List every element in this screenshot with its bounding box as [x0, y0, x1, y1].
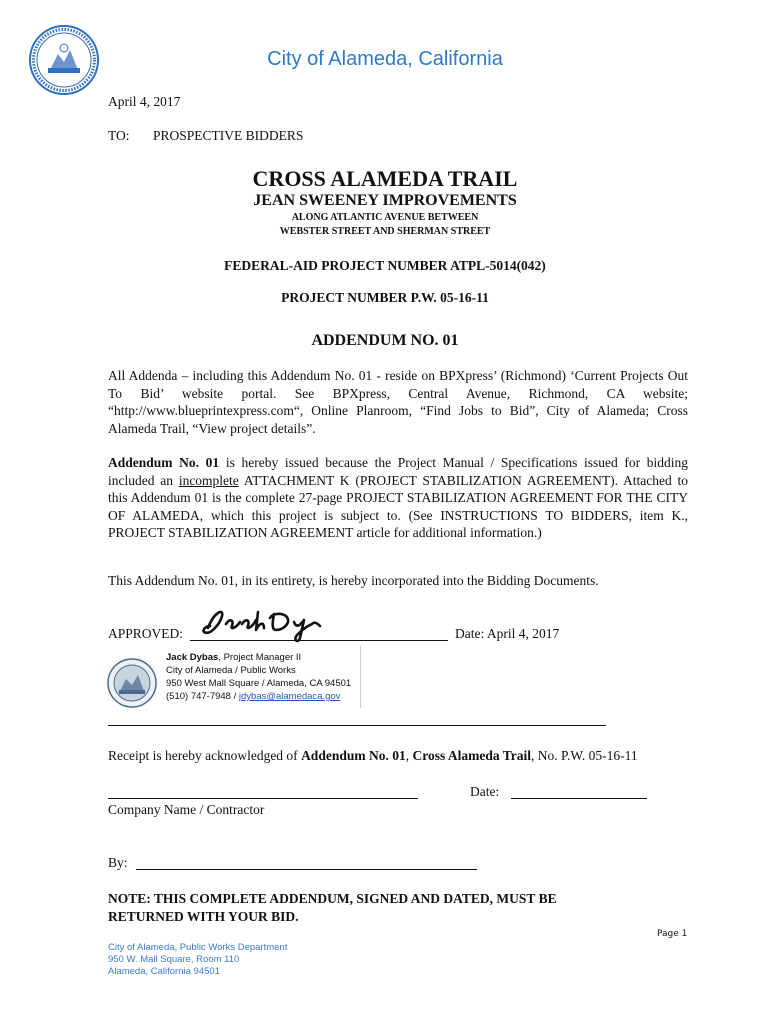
paragraph-text-a: is hereby issued because the Project Manual / Specifications issued for bidding included an: [108, 455, 688, 488]
footer-address: [108, 942, 287, 978]
company-name-line[interactable]: [108, 798, 418, 799]
footer-line1: City of Alameda, Public Works Department: [108, 942, 288, 953]
footer-line3: Alameda, California 94501: [108, 966, 220, 977]
receipt-text-post: , No. P.W. 05-16-11: [530, 748, 638, 763]
receipt-acknowledgement: [108, 748, 708, 764]
project-subtitle: JEAN SWEENEY IMPROVEMENTS: [253, 192, 517, 209]
card-seal-logo: [106, 657, 158, 709]
card-address: 950 West Mall Square / Alameda, CA 94501: [166, 678, 352, 689]
federal-aid-number: FEDERAL-AID PROJECT NUMBER ATPL-5014(042): [224, 258, 546, 273]
to-label: TO:: [108, 128, 130, 143]
receipt-date-label: Date:: [470, 784, 500, 799]
receipt-text-pre: Receipt is hereby acknowledged of: [108, 748, 302, 763]
to-value: PROSPECTIVE BIDDERS: [153, 128, 304, 143]
addendum-number: ADDENDUM NO. 01: [311, 332, 459, 349]
paragraph-text-b: ATTACHMENT K (PROJECT STABILIZATION AGREEMENT). Attached to this Addendum 01 is the complete 27-page PROJECT STABILIZATION AGREEMENT FOR THE CITY OF ALAMEDA, which this project is subject to. (See INSTRUCTIONS TO BIDDERS, item K., PROJECT STABILIZATION AGREEMENT article for additional information.): [108, 472, 688, 540]
card-email-link[interactable]: jdybas@alamedaca.gov: [238, 691, 341, 702]
paragraph-addenda-location: All Addenda – including this Addendum No. 01 - reside on BPXpress’ (Richmond) ‘Current Projects Out To Bid’ website portal. See BPXpress, Central Avenue, Richmond, CA website; “http://www.blueprintexpress.com“, Online Planroom, “Find Jobs to Bid”, City of Alameda; Cross Alameda Trail, “View project details”.: [108, 368, 688, 436]
note-line2: RETURNED WITH YOUR BID.: [108, 909, 299, 924]
footer-line2: 950 W. Mall Square, Room 110: [108, 954, 240, 965]
incomplete-underlined: incomplete: [178, 472, 239, 488]
by-signature-line[interactable]: [136, 869, 477, 870]
card-title: , Project Manager II: [218, 652, 302, 663]
signature-card-text: [166, 651, 351, 703]
city-header: City of Alameda, California: [267, 48, 503, 70]
project-number: PROJECT NUMBER P.W. 05-16-11: [281, 290, 489, 305]
company-name-label: Company Name / Contractor: [108, 802, 265, 817]
paragraph-addendum-reason: [108, 454, 688, 542]
card-name: Jack Dybas: [166, 652, 219, 663]
receipt-addendum-bold: Addendum No. 01: [301, 748, 406, 763]
handwritten-signature: [200, 604, 330, 644]
letter-date: April 4, 2017: [108, 94, 181, 109]
project-location-line1: ALONG ATLANTIC AVENUE BETWEEN: [291, 212, 479, 223]
card-phone: (510) 747-7948 /: [166, 691, 239, 702]
separator-line: [108, 725, 606, 726]
receipt-text-mid: ,: [405, 748, 413, 763]
receipt-date-line[interactable]: [511, 798, 647, 799]
approved-label: APPROVED:: [108, 626, 184, 641]
card-department: City of Alameda / Public Works: [166, 665, 296, 676]
addendum-bold-label: Addendum No. 01: [108, 455, 220, 470]
paragraph-incorporation: This Addendum No. 01, in its entirety, is hereby incorporated into the Bidding Documents.: [108, 573, 599, 588]
project-location-line2: WEBSTER STREET AND SHERMAN STREET: [279, 226, 491, 237]
receipt-project-bold: Cross Alameda Trail: [412, 748, 531, 763]
project-title: CROSS ALAMEDA TRAIL: [252, 166, 518, 191]
approval-date: Date: April 4, 2017: [455, 626, 560, 641]
page-number: Page 1: [657, 929, 688, 939]
by-label: By:: [108, 855, 128, 870]
note-line1: NOTE: THIS COMPLETE ADDENDUM, SIGNED AND DATED, MUST BE: [108, 891, 557, 906]
card-divider: [360, 646, 361, 708]
